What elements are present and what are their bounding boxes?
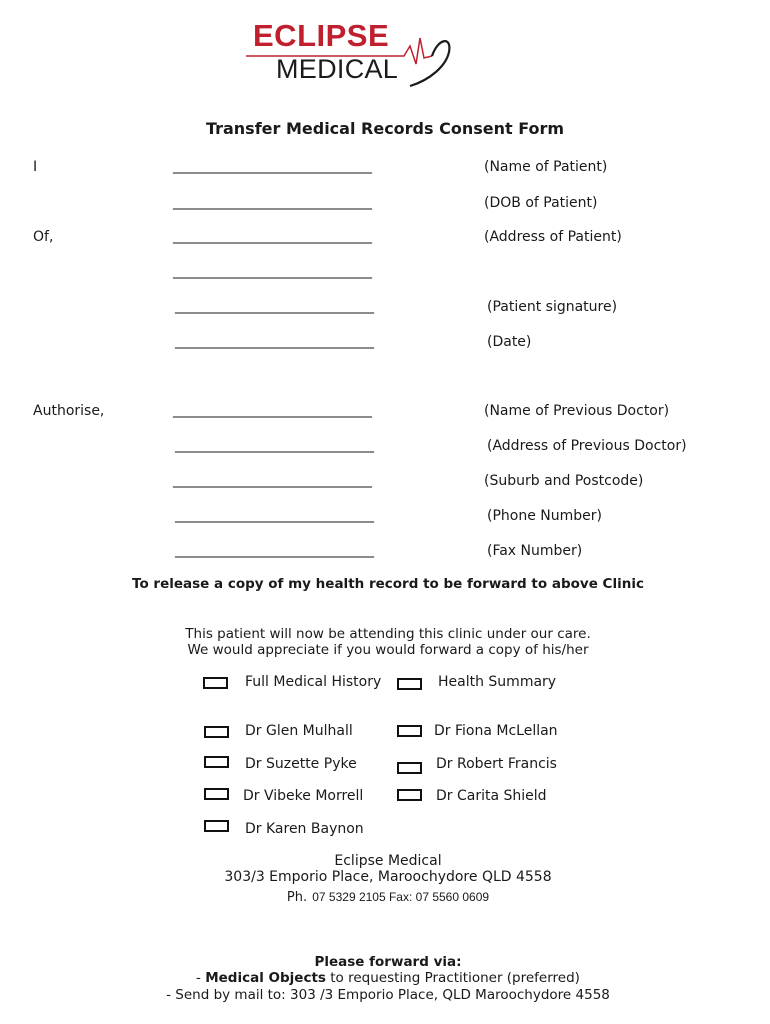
forward-item-1-rest: to requesting Practitioner (preferred) [325, 970, 580, 986]
full-medical-history-label: Full Medical History [245, 674, 382, 690]
forward-heading: Please forward via: [314, 954, 462, 970]
dr-carita-shield-checkbox[interactable] [397, 789, 422, 801]
dr-carita-shield-label: Dr Carita Shield [436, 788, 547, 804]
date-label: (Date) [487, 334, 532, 350]
patient-address-label: (Address of Patient) [484, 229, 622, 245]
clinic-phone [0, 886, 770, 905]
patient-name-label: (Name of Patient) [484, 159, 608, 175]
phone-number-line[interactable]: _______________________________ [175, 507, 374, 523]
previous-doctor-name-label: (Name of Previous Doctor) [484, 403, 670, 419]
dr-robert-francis-checkbox[interactable] [397, 762, 422, 774]
date-line[interactable]: _______________________________ [175, 333, 374, 349]
patient-signature-line[interactable]: _______________________________ [175, 298, 374, 314]
patient-signature-label: (Patient signature) [487, 299, 618, 315]
suburb-postcode-line[interactable]: _______________________________ [173, 472, 372, 488]
logo-text-eclipse: ECLIPSE [253, 18, 390, 53]
patient-address-line-2[interactable]: _______________________________ [173, 263, 372, 279]
fax-number-line[interactable]: _______________________________ [175, 542, 374, 558]
forward-item-1 [0, 970, 770, 986]
medical-objects-text: Medical Objects [205, 970, 326, 986]
heartbeat-heart-icon [246, 30, 456, 90]
label-of: Of, [33, 229, 54, 245]
patient-dob-line[interactable]: _______________________________ [173, 194, 372, 210]
previous-doctor-address-label: (Address of Previous Doctor) [487, 438, 687, 454]
label-i: I [33, 159, 38, 175]
forward-item-2: - Send by mail to: 303 /3 Emporio Place, QLD Maroochydore 4558 [166, 987, 610, 1003]
release-statement: To release a copy of my health record to be forward to above Clinic [132, 576, 644, 592]
health-summary-label: Health Summary [438, 674, 557, 690]
clinic-name: Eclipse Medical [334, 853, 442, 869]
clinic-phone-prefix: Ph. [286, 890, 308, 905]
dr-karen-baynon-label: Dr Karen Baynon [245, 821, 364, 837]
patient-dob-label: (DOB of Patient) [484, 195, 598, 211]
logo-text-medical: MEDICAL [276, 54, 399, 84]
dr-vibeke-morrell-checkbox[interactable] [204, 788, 229, 800]
dr-robert-francis-label: Dr Robert Francis [436, 756, 557, 772]
attending-text-line-2: We would appreciate if you would forward a copy of his/her [187, 642, 589, 658]
suburb-postcode-label: (Suburb and Postcode) [484, 473, 644, 489]
previous-doctor-address-line[interactable]: _______________________________ [175, 437, 374, 453]
clinic-address: 303/3 Emporio Place, Maroochydore QLD 4558 [224, 869, 552, 885]
patient-address-line[interactable]: _______________________________ [173, 228, 372, 244]
full-medical-history-checkbox[interactable] [203, 677, 228, 689]
label-authorise: Authorise, [33, 403, 105, 419]
health-summary-checkbox[interactable] [397, 678, 422, 690]
phone-number-label: (Phone Number) [487, 508, 602, 524]
form-title: Transfer Medical Records Consent Form [205, 119, 565, 138]
patient-name-line[interactable]: _______________________________ [173, 158, 372, 174]
dr-fiona-mclellan-checkbox[interactable] [397, 725, 422, 737]
previous-doctor-name-line[interactable]: _______________________________ [173, 402, 372, 418]
dr-glen-mulhall-checkbox[interactable] [204, 726, 229, 738]
dr-glen-mulhall-label: Dr Glen Mulhall [245, 723, 353, 739]
forward-item-1-prefix: - [196, 970, 206, 986]
fax-number-label: (Fax Number) [487, 543, 583, 559]
dr-suzette-pyke-checkbox[interactable] [204, 756, 229, 768]
dr-vibeke-morrell-label: Dr Vibeke Morrell [243, 788, 364, 804]
clinic-phone-details: 07 5329 2105 Fax: 07 5560 0609 [312, 890, 490, 904]
attending-text-line-1: This patient will now be attending this clinic under our care. [185, 626, 591, 642]
dr-fiona-mclellan-label: Dr Fiona McLellan [434, 723, 558, 739]
dr-suzette-pyke-label: Dr Suzette Pyke [245, 756, 357, 772]
dr-karen-baynon-checkbox[interactable] [204, 820, 229, 832]
